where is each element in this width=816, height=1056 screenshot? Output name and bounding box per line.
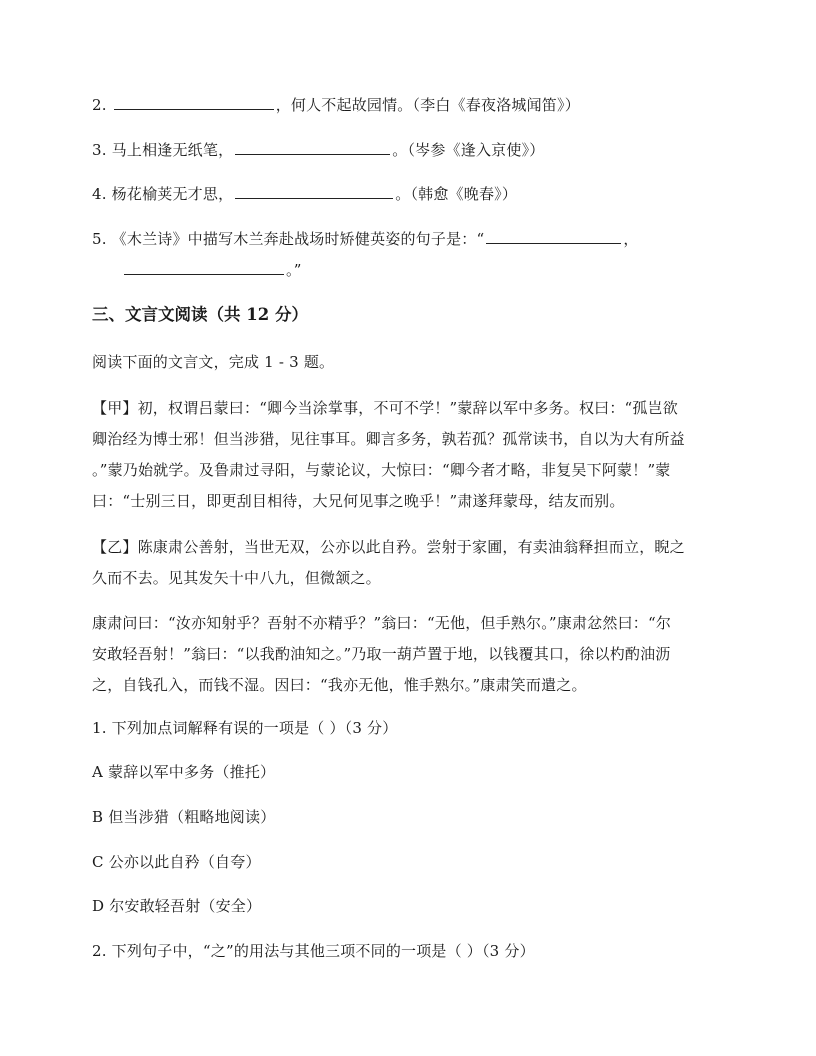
fill-question-5: [92, 229, 639, 249]
fill-question-4: [92, 184, 517, 204]
section-heading: 三、文言文阅读（共 12 分）: [92, 305, 308, 324]
answer-blank[interactable]: [235, 140, 390, 155]
passage-jia-line: 【甲】初，权谓吕蒙曰：“卿今当涂掌事，不可不学！”蒙辞以军中多务。权曰：“孤岂欲: [92, 399, 679, 417]
question-text: 4. 杨花榆荚无才思，: [92, 185, 234, 203]
answer-blank[interactable]: [486, 229, 621, 244]
passage-yi-line: 【乙】陈康肃公善射，当世无双，公亦以此自矜。尝射于家圃，有卖油翁释担而立，睨之: [92, 538, 685, 556]
option-d[interactable]: D 尔安敢轻吾射（安全）: [92, 897, 262, 915]
answer-blank[interactable]: [124, 260, 284, 275]
option-a[interactable]: A 蒙辞以军中多务（推托）: [92, 763, 276, 781]
option-c[interactable]: C 公亦以此自矜（自夸）: [92, 853, 261, 871]
passage-jia-line: 。”蒙乃始就学。及鲁肃过寻阳，与蒙论议，大惊曰：“卿今者才略，非复吴下阿蒙！”蒙: [92, 461, 671, 479]
section-intro: 阅读下面的文言文，完成 1 - 3 题。: [92, 353, 335, 371]
question-text: ，: [623, 230, 639, 248]
answer-blank[interactable]: [235, 184, 393, 199]
fill-question-2: [92, 95, 580, 115]
question-2-stem: 2. 下列句子中，“之”的用法与其他三项不同的一项是（ ）（3 分）: [92, 942, 535, 960]
passage-yi-line: 康肃问曰：“汝亦知射乎？吾射不亦精乎？”翁曰：“无他，但手熟尔。”康肃忿然曰：“尔: [92, 614, 672, 632]
option-b[interactable]: B 但当涉猎（粗略地阅读）: [92, 808, 276, 826]
question-text: 5. 《木兰诗》中描写木兰奔赴战场时矫健英姿的句子是：“: [92, 230, 485, 248]
passage-jia-line: 卿治经为博士邪！但当涉猎，见往事耳。卿言多务，孰若孤？孤常读书，自以为大有所益: [92, 430, 685, 448]
answer-blank[interactable]: [114, 95, 274, 110]
question-text: 3. 马上相逢无纸笔，: [92, 141, 234, 159]
passage-jia-line: 曰：“士别三日，即更刮目相待，大兄何见事之晚乎！”肃遂拜蒙母，结友而别。: [92, 492, 625, 510]
passage-yi-line: 之，自钱孔入，而钱不湿。因曰：“我亦无他，惟手熟尔。”康肃笑而遣之。: [92, 676, 587, 694]
fill-question-5-cont: [122, 260, 302, 280]
passage-yi-line: 安敢轻吾射！”翁曰：“以我酌油知之。”乃取一葫芦置于地，以钱覆其口，徐以杓酌油沥: [92, 645, 671, 663]
question-1-stem: 1. 下列加点词解释有误的一项是（ ）（3 分）: [92, 719, 398, 737]
passage-yi-line: 久而不去。见其发矢十中八九，但微颔之。: [92, 569, 381, 587]
question-text: 。（岑参《逢入京使》）: [392, 141, 545, 159]
fill-question-3: [92, 140, 544, 160]
question-text: 。（韩愈《晚春》）: [395, 185, 518, 203]
question-number: 2.: [92, 96, 107, 114]
question-text: ，何人不起故园情。（李白《春夜洛城闻笛》）: [275, 96, 580, 114]
question-text: 。”: [286, 261, 302, 279]
